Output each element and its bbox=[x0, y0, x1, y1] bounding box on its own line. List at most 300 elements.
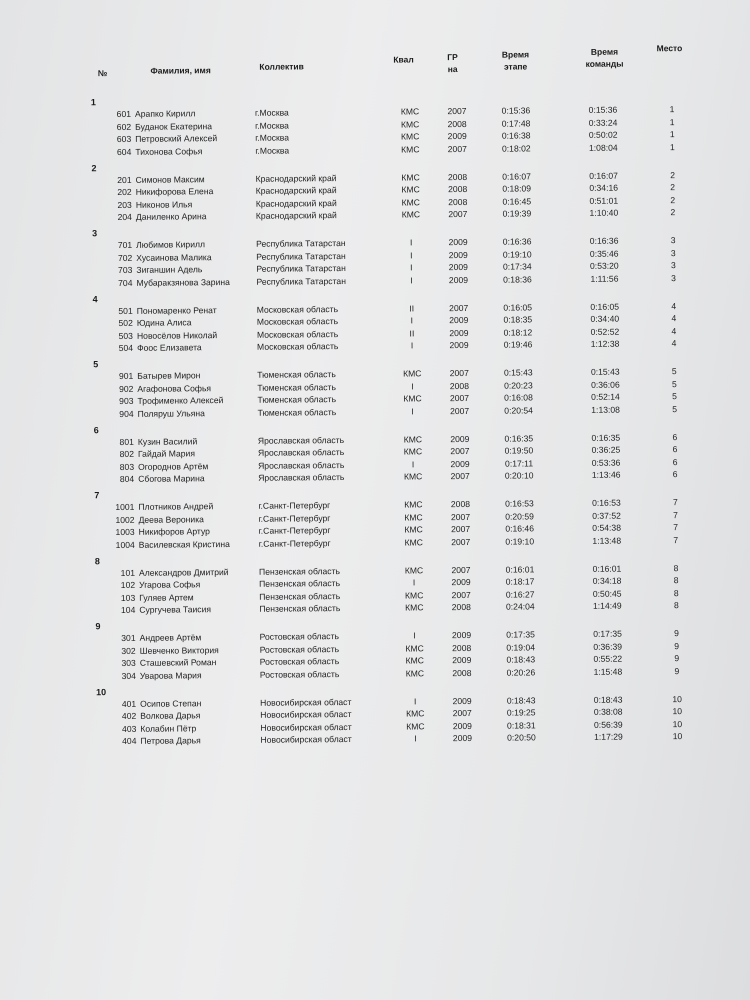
row-number: 904 bbox=[119, 408, 134, 419]
birth-year: 2008 bbox=[451, 601, 471, 613]
athlete-name: Агафонова Софья bbox=[137, 382, 212, 394]
qualification: I bbox=[410, 274, 413, 285]
team-name: Республика Татарстан bbox=[256, 237, 346, 249]
place: 1 bbox=[669, 141, 675, 152]
athlete-name: Зиганшин Адель bbox=[136, 264, 203, 275]
team-time: 1:15:48 bbox=[593, 666, 623, 677]
qualification: I bbox=[413, 630, 416, 641]
qualification: I bbox=[412, 577, 416, 588]
athlete-name: Арапко Кирилл bbox=[134, 108, 196, 119]
row-number: 1002 bbox=[115, 514, 135, 525]
qualification: КМС bbox=[404, 499, 423, 510]
row-number: 702 bbox=[117, 252, 133, 263]
team-time: 0:36:25 bbox=[591, 444, 621, 455]
team-time: 0:16:07 bbox=[589, 170, 618, 181]
row-number: 903 bbox=[119, 395, 134, 406]
team-name: г.Санкт-Петербург bbox=[258, 500, 331, 511]
qualification: КМС bbox=[405, 642, 424, 653]
birth-year: 2009 bbox=[452, 695, 472, 706]
athlete-name: Андреев Артём bbox=[139, 632, 202, 643]
place: 8 bbox=[673, 587, 679, 598]
place: 6 bbox=[672, 456, 678, 467]
team-name: Московская область bbox=[256, 341, 339, 352]
row-number: 601 bbox=[116, 108, 132, 119]
birth-year: 2007 bbox=[447, 105, 467, 117]
stage-time: 0:16:45 bbox=[502, 195, 532, 207]
stage-time: 0:19:46 bbox=[503, 339, 533, 350]
team-time: 0:38:08 bbox=[593, 706, 623, 717]
team-name: Пензенская область bbox=[259, 590, 341, 602]
birth-year: 2007 bbox=[451, 523, 471, 535]
stage-time: 0:16:38 bbox=[501, 130, 531, 141]
row-number: 103 bbox=[120, 592, 136, 603]
row-number: 303 bbox=[121, 657, 136, 668]
birth-year: 2008 bbox=[447, 118, 467, 129]
team-name: Краснодарский край bbox=[255, 197, 337, 209]
birth-year: 2007 bbox=[451, 536, 471, 547]
qualification: КМС bbox=[405, 655, 425, 666]
team-name: г.Санкт-Петербург bbox=[258, 525, 331, 536]
row-number: 704 bbox=[118, 277, 133, 288]
place: 6 bbox=[672, 444, 678, 455]
stage-time: 0:18:43 bbox=[506, 694, 536, 706]
stage-time: 0:19:04 bbox=[506, 641, 536, 653]
qualification: КМС bbox=[403, 393, 422, 404]
place: 9 bbox=[674, 653, 680, 664]
row-number: 202 bbox=[117, 186, 132, 197]
birth-year: 2009 bbox=[451, 629, 472, 641]
team-name: Республика Татарстан bbox=[256, 275, 346, 287]
athlete-name: Уварова Мария bbox=[139, 669, 202, 681]
place: 3 bbox=[670, 260, 676, 271]
team-name: Новосибирская област bbox=[260, 721, 352, 733]
team-time: 0:36:39 bbox=[593, 641, 623, 652]
team-name: г.Санкт-Петербург bbox=[258, 537, 331, 549]
team-name: Тюменская область bbox=[257, 369, 336, 380]
athlete-name: Трофименко Алексей bbox=[137, 395, 224, 406]
team-time: 0:56:39 bbox=[593, 719, 623, 730]
header-stage-time bbox=[490, 48, 540, 72]
place: 1 bbox=[669, 129, 675, 140]
team-name: Краснодарский край bbox=[255, 210, 337, 221]
header-year-line2: на bbox=[447, 64, 458, 75]
birth-year: 2009 bbox=[449, 314, 469, 326]
team-name: Пензенская область bbox=[259, 603, 341, 614]
athlete-name: Кузин Василий bbox=[137, 435, 198, 447]
athlete-name: Хусаинова Малика bbox=[136, 251, 212, 263]
team-time: 1:11:56 bbox=[590, 273, 619, 284]
qualification: I bbox=[413, 695, 417, 706]
place: 5 bbox=[671, 366, 677, 377]
athlete-name: Симонов Максим bbox=[135, 173, 205, 185]
place: 4 bbox=[671, 338, 677, 349]
athlete-name: Буданок Екатерина bbox=[135, 120, 213, 132]
birth-year: 2009 bbox=[452, 732, 473, 744]
group-number: 10 bbox=[95, 686, 107, 697]
stage-time: 0:18:12 bbox=[503, 326, 533, 338]
row-number: 701 bbox=[117, 239, 133, 250]
qualification: КМС bbox=[404, 589, 424, 600]
place: 5 bbox=[672, 391, 677, 402]
birth-year: 2009 bbox=[452, 720, 472, 731]
stage-time: 0:16:53 bbox=[505, 498, 534, 509]
row-number: 201 bbox=[117, 174, 132, 185]
stage-time: 0:16:46 bbox=[505, 523, 535, 534]
place: 10 bbox=[672, 731, 683, 742]
stage-time: 0:18:36 bbox=[503, 273, 532, 285]
team-time: 0:35:46 bbox=[589, 248, 619, 259]
header-name: Фамилия, имя bbox=[150, 65, 211, 76]
header-place: Место bbox=[656, 43, 683, 54]
birth-year: 2009 bbox=[449, 339, 469, 351]
team-name: Ростовская область bbox=[259, 668, 340, 680]
birth-year: 2009 bbox=[448, 261, 468, 273]
stage-time: 0:17:35 bbox=[506, 629, 535, 640]
stage-time: 0:19:25 bbox=[506, 707, 536, 718]
team-name: Тюменская область bbox=[257, 394, 337, 405]
place: 7 bbox=[673, 522, 679, 533]
birth-year: 2007 bbox=[450, 445, 470, 457]
birth-year: 2007 bbox=[452, 707, 472, 719]
team-time: 0:50:02 bbox=[588, 129, 618, 140]
qualification: КМС bbox=[406, 720, 425, 731]
place: 1 bbox=[669, 116, 675, 127]
qualification: I bbox=[411, 405, 414, 416]
birth-year: 2009 bbox=[450, 433, 470, 444]
team-name: Республика Татарстан bbox=[256, 250, 346, 262]
team-time: 0:36:06 bbox=[590, 379, 620, 390]
team-name: Ростовская область bbox=[259, 643, 340, 655]
team-name: Ярославская область bbox=[258, 459, 345, 471]
birth-year: 2009 bbox=[447, 130, 467, 142]
birth-year: 2007 bbox=[449, 367, 469, 379]
team-name: Новосибирская област bbox=[260, 696, 352, 708]
group-number: 7 bbox=[94, 490, 100, 501]
qualification: I bbox=[414, 733, 417, 744]
athlete-name: Деева Вероника bbox=[138, 513, 204, 525]
place: 5 bbox=[672, 403, 678, 414]
team-name: Новосибирская област bbox=[260, 708, 352, 720]
qualification: КМС bbox=[405, 602, 424, 613]
athlete-name: Поляруш Ульяна bbox=[137, 407, 205, 419]
row-number: 503 bbox=[118, 330, 133, 341]
place: 9 bbox=[674, 628, 679, 639]
stage-time: 0:16:07 bbox=[502, 170, 531, 182]
group-number: 3 bbox=[91, 228, 98, 239]
place: 6 bbox=[672, 469, 678, 480]
place: 8 bbox=[673, 575, 679, 586]
qualification: КМС bbox=[400, 106, 420, 117]
birth-year: 2007 bbox=[451, 564, 471, 575]
birth-year: 2007 bbox=[449, 302, 469, 313]
group-number: 5 bbox=[93, 359, 99, 370]
qualification: КМС bbox=[403, 433, 423, 444]
qualification: I bbox=[409, 249, 413, 260]
row-number: 902 bbox=[119, 383, 134, 394]
team-time: 0:51:01 bbox=[589, 195, 619, 206]
place: 1 bbox=[669, 104, 675, 115]
birth-year: 2008 bbox=[449, 380, 469, 391]
team-name: Пензенская область bbox=[258, 565, 341, 577]
birth-year: 2008 bbox=[452, 667, 472, 678]
row-number: 802 bbox=[119, 448, 135, 459]
row-number: 101 bbox=[120, 567, 136, 578]
stage-time: 0:20:10 bbox=[504, 470, 534, 481]
birth-year: 2007 bbox=[448, 208, 468, 220]
birth-year: 2009 bbox=[448, 249, 468, 260]
qualification: КМС bbox=[403, 368, 422, 379]
birth-year: 2009 bbox=[451, 576, 471, 588]
team-time: 1:13:46 bbox=[591, 469, 621, 480]
qualification: КМС bbox=[401, 184, 420, 195]
qualification: КМС bbox=[404, 511, 423, 522]
team-time: 0:16:36 bbox=[589, 235, 619, 246]
row-number: 502 bbox=[118, 317, 133, 328]
team-time: 0:53:36 bbox=[591, 457, 621, 468]
team-name: Ярославская область bbox=[257, 434, 345, 446]
place: 3 bbox=[670, 235, 676, 246]
row-number: 104 bbox=[120, 604, 136, 615]
header-team: Коллектив bbox=[259, 61, 304, 72]
team-time: 0:54:38 bbox=[592, 522, 622, 533]
qualification: I bbox=[410, 262, 413, 273]
team-name: Тюменская область bbox=[257, 406, 337, 418]
group-number: 4 bbox=[92, 293, 98, 304]
team-time: 0:50:45 bbox=[592, 588, 622, 599]
team-name: Ярославская область bbox=[258, 472, 345, 483]
qualification: КМС bbox=[401, 209, 421, 220]
row-number: 901 bbox=[118, 370, 134, 381]
place: 4 bbox=[671, 313, 677, 324]
athlete-name: Плотников Андрей bbox=[138, 501, 214, 512]
athlete-name: Мубаракзянова Зарина bbox=[136, 276, 230, 288]
birth-year: 2009 bbox=[448, 274, 469, 285]
qualification: КМС bbox=[400, 131, 420, 142]
team-name: Республика Татарстан bbox=[256, 262, 346, 274]
stage-time: 0:19:39 bbox=[502, 208, 532, 219]
row-number: 301 bbox=[121, 632, 136, 643]
team-name: г.Москва bbox=[255, 144, 290, 156]
athlete-name: Осипов Степан bbox=[140, 697, 202, 709]
team-time: 0:16:01 bbox=[592, 563, 622, 574]
place: 6 bbox=[672, 431, 678, 442]
place: 8 bbox=[673, 562, 679, 573]
stage-time: 0:20:23 bbox=[503, 379, 533, 391]
place: 2 bbox=[670, 194, 676, 205]
athlete-name: Батырев Мирон bbox=[137, 370, 201, 381]
stage-time: 0:19:10 bbox=[502, 248, 532, 260]
place: 7 bbox=[673, 509, 678, 520]
team-name: Ярославская область bbox=[257, 447, 345, 458]
athlete-name: Сташевский Роман bbox=[139, 657, 217, 668]
team-time: 0:37:52 bbox=[592, 510, 621, 521]
qualification: КМС bbox=[401, 143, 420, 155]
team-name: Краснодарский край bbox=[255, 172, 337, 184]
team-time: 0:16:05 bbox=[590, 301, 620, 312]
qualification: I bbox=[411, 458, 415, 469]
team-name: Московская область bbox=[256, 303, 339, 315]
stage-time: 0:19:10 bbox=[505, 535, 535, 547]
team-time: 1:10:40 bbox=[589, 207, 619, 218]
athlete-name: Тихонова Софья bbox=[135, 145, 203, 157]
birth-year: 2008 bbox=[452, 642, 472, 653]
birth-year: 2007 bbox=[449, 405, 470, 416]
qualification: I bbox=[410, 340, 414, 351]
header-team-time-line2: команды bbox=[585, 58, 624, 69]
place: 2 bbox=[670, 182, 676, 193]
place: 9 bbox=[674, 640, 680, 651]
row-number: 402 bbox=[121, 710, 137, 721]
stage-time: 0:18:09 bbox=[502, 183, 532, 194]
athlete-name: Никонов Илья bbox=[135, 198, 193, 210]
team-time: 0:17:35 bbox=[593, 628, 622, 639]
athlete-name: Петрова Дарья bbox=[140, 735, 201, 746]
stage-time: 0:19:50 bbox=[504, 445, 534, 456]
qualification: I bbox=[409, 237, 413, 248]
stage-time: 0:17:34 bbox=[502, 261, 532, 272]
qualification: КМС bbox=[401, 171, 420, 183]
team-time: 1:17:29 bbox=[594, 731, 623, 742]
qualification: II bbox=[409, 327, 415, 338]
team-time: 1:14:49 bbox=[592, 600, 622, 611]
team-time: 0:55:22 bbox=[593, 653, 623, 664]
stage-time: 0:16:36 bbox=[502, 236, 532, 247]
row-number: 504 bbox=[118, 342, 134, 353]
qualification: КМС bbox=[401, 196, 421, 208]
qualification: КМС bbox=[404, 524, 423, 535]
team-name: Московская область bbox=[256, 328, 339, 340]
header-team-time bbox=[574, 45, 634, 70]
team-time: 0:33:24 bbox=[588, 117, 618, 128]
stage-time: 0:20:54 bbox=[504, 404, 533, 416]
row-number: 604 bbox=[116, 146, 132, 157]
stage-time: 0:20:26 bbox=[506, 666, 536, 678]
row-number: 803 bbox=[119, 461, 135, 472]
qualification: I bbox=[410, 315, 414, 326]
stage-time: 0:24:04 bbox=[505, 601, 535, 612]
header-year-line1: ГР bbox=[447, 52, 458, 63]
team-time: 0:34:40 bbox=[590, 313, 620, 324]
row-number: 203 bbox=[117, 199, 132, 210]
athlete-name: Петровский Алексей bbox=[135, 133, 218, 144]
athlete-name: Новосёлов Николай bbox=[136, 329, 218, 341]
birth-year: 2009 bbox=[448, 236, 468, 248]
stage-time: 0:18:02 bbox=[501, 142, 531, 154]
qualification: КМС bbox=[404, 536, 423, 547]
header-qual: Квал bbox=[393, 54, 414, 65]
team-name: Новосибирская област bbox=[260, 733, 352, 745]
athlete-name: Никифоров Артур bbox=[138, 526, 210, 537]
stage-time: 0:16:01 bbox=[505, 563, 535, 575]
stage-time: 0:18:35 bbox=[503, 314, 533, 325]
qualification: КМС bbox=[406, 708, 425, 719]
athlete-name: Любимов Кирилл bbox=[136, 239, 206, 250]
birth-year: 2008 bbox=[450, 498, 471, 510]
stage-time: 0:16:05 bbox=[503, 301, 533, 313]
team-time: 0:16:35 bbox=[591, 432, 621, 443]
athlete-name: Гуляев Артем bbox=[139, 591, 194, 603]
stage-time: 0:16:27 bbox=[505, 588, 535, 600]
row-number: 1003 bbox=[115, 526, 135, 538]
header-num: № bbox=[97, 68, 108, 79]
row-number: 804 bbox=[119, 473, 135, 484]
birth-year: 2009 bbox=[449, 327, 469, 338]
team-name: Пензенская область bbox=[259, 578, 341, 589]
header-team-time-line1: Время bbox=[590, 46, 619, 57]
athlete-name: Пономаренко Ренат bbox=[136, 304, 217, 316]
row-number: 404 bbox=[122, 735, 137, 746]
team-name: Московская область bbox=[256, 316, 339, 327]
qualification: КМС bbox=[405, 667, 425, 678]
row-number: 1004 bbox=[115, 539, 135, 550]
qualification: I bbox=[411, 380, 414, 391]
athlete-name: Гайдай Мария bbox=[137, 448, 196, 459]
team-name: Ростовская область bbox=[259, 631, 340, 642]
row-number: 603 bbox=[116, 133, 132, 144]
stage-time: 0:18:17 bbox=[505, 576, 535, 587]
birth-year: 2007 bbox=[451, 589, 471, 600]
row-number: 102 bbox=[120, 579, 136, 590]
birth-year: 2007 bbox=[449, 392, 470, 404]
athlete-name: Угарова Софья bbox=[139, 579, 201, 590]
stage-time: 0:15:43 bbox=[503, 367, 533, 378]
team-time: 0:34:16 bbox=[589, 182, 619, 193]
birth-year: 2007 bbox=[447, 143, 467, 154]
header-stage-line1: Время bbox=[501, 49, 530, 60]
place: 10 bbox=[672, 693, 682, 704]
place: 8 bbox=[673, 600, 679, 611]
athlete-name: Колабин Пётр bbox=[140, 722, 197, 734]
birth-year: 2008 bbox=[448, 183, 468, 195]
birth-year: 2008 bbox=[447, 171, 468, 182]
athlete-name: Шевченко Виктория bbox=[139, 644, 219, 656]
row-number: 403 bbox=[121, 723, 137, 734]
group-number: 2 bbox=[91, 162, 97, 173]
stage-time: 0:17:48 bbox=[501, 117, 531, 129]
athlete-name: Даниленко Арина bbox=[135, 211, 207, 222]
team-time: 1:12:38 bbox=[590, 338, 620, 349]
team-name: г.Санкт-Петербург bbox=[258, 512, 331, 524]
stage-time: 0:16:35 bbox=[504, 432, 534, 444]
stage-time: 0:18:31 bbox=[506, 719, 536, 731]
team-name: г.Москва bbox=[255, 119, 289, 131]
team-time: 0:16:53 bbox=[592, 497, 621, 508]
place: 7 bbox=[673, 534, 679, 545]
group-number: 8 bbox=[94, 555, 100, 566]
qualification: КМС bbox=[404, 564, 424, 575]
team-time: 0:15:36 bbox=[588, 104, 618, 115]
row-number: 602 bbox=[116, 121, 132, 132]
team-name: г.Москва bbox=[255, 132, 290, 143]
row-number: 204 bbox=[117, 211, 132, 222]
team-time: 0:52:14 bbox=[591, 391, 620, 402]
team-name: Краснодарский край bbox=[255, 185, 337, 196]
team-time: 0:18:43 bbox=[593, 694, 623, 705]
birth-year: 2009 bbox=[450, 458, 470, 469]
qualification: II bbox=[409, 302, 415, 313]
birth-year: 2007 bbox=[450, 470, 470, 482]
place: 10 bbox=[672, 718, 683, 729]
row-number: 304 bbox=[121, 670, 136, 681]
place: 5 bbox=[671, 378, 677, 389]
team-time: 1:13:08 bbox=[591, 404, 620, 415]
stage-time: 0:18:43 bbox=[506, 654, 536, 665]
row-number: 703 bbox=[117, 264, 133, 275]
row-number: 1001 bbox=[115, 501, 135, 513]
group-number: 9 bbox=[95, 621, 101, 632]
place: 9 bbox=[674, 665, 680, 676]
team-time: 0:52:52 bbox=[590, 326, 620, 337]
